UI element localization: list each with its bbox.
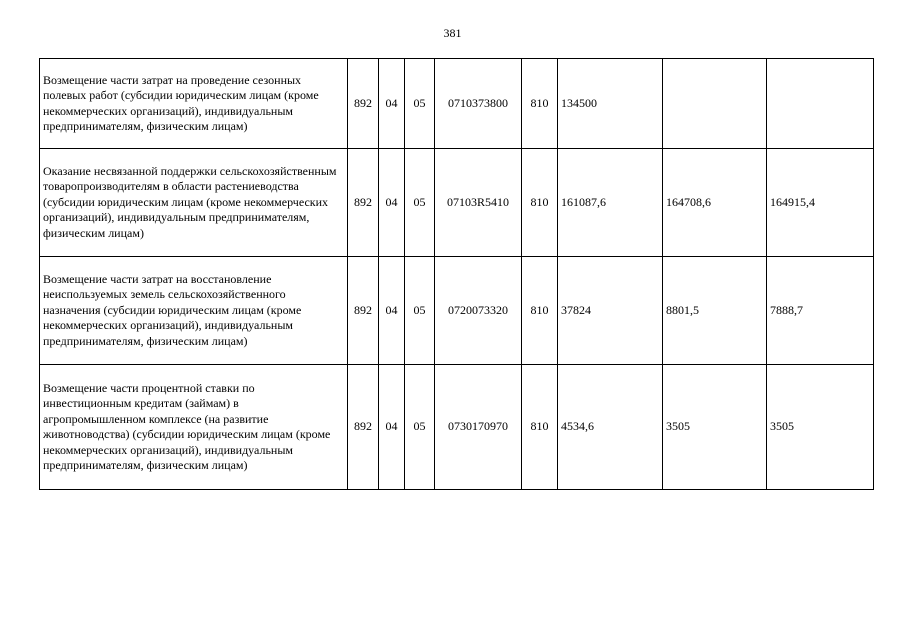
amount-year-3: 7888,7 (767, 257, 874, 365)
row-description: Оказание несвязанной поддержки сельскохозяйственным товаропроизводителям в области растениеводства (субсидии юридическим лицам (кроме некоммерческих организаций), индивидуальным предпринимателям, физическим лицам) (40, 149, 348, 257)
amount-year-1: 161087,6 (558, 149, 663, 257)
amount-year-1: 134500 (558, 59, 663, 149)
subsection-code: 05 (405, 149, 435, 257)
expense-type-code: 810 (522, 257, 558, 365)
ministry-code: 892 (348, 257, 379, 365)
target-article-code: 0720073320 (435, 257, 522, 365)
table-row (40, 257, 874, 365)
ministry-code: 892 (348, 365, 379, 490)
section-code: 04 (379, 149, 405, 257)
row-description: Возмещение части процентной ставки по инвестиционным кредитам (займам) в агропромышленном комплексе (на развитие животноводства) (субсидии юридическим лицам (кроме некоммерческих организаций), индивидуальным предпринимателям, физическим лицам) (40, 365, 348, 490)
table-row (40, 59, 874, 149)
amount-year-3 (767, 59, 874, 149)
expense-type-code: 810 (522, 59, 558, 149)
ministry-code: 892 (348, 149, 379, 257)
expense-type-code: 810 (522, 365, 558, 490)
section-code: 04 (379, 257, 405, 365)
ministry-code: 892 (348, 59, 379, 149)
page-number: 381 (443, 26, 462, 40)
amount-year-2: 164708,6 (663, 149, 767, 257)
target-article-code: 0710373800 (435, 59, 522, 149)
amount-year-2 (663, 59, 767, 149)
amount-year-2: 3505 (663, 365, 767, 490)
subsection-code: 05 (405, 59, 435, 149)
section-code: 04 (379, 365, 405, 490)
row-description: Возмещение части затрат на проведение сезонных полевых работ (субсидии юридическим лицам (кроме некоммерческих организаций), индивидуальным предпринимателям, физическим лицам) (40, 59, 348, 149)
amount-year-2: 8801,5 (663, 257, 767, 365)
expense-type-code: 810 (522, 149, 558, 257)
amount-year-1: 4534,6 (558, 365, 663, 490)
amount-year-3: 3505 (767, 365, 874, 490)
subsection-code: 05 (405, 365, 435, 490)
table-row (40, 149, 874, 257)
budget-table (39, 58, 874, 490)
table-row (40, 365, 874, 490)
section-code: 04 (379, 59, 405, 149)
target-article-code: 07103R5410 (435, 149, 522, 257)
row-description: Возмещение части затрат на восстановление неиспользуемых земель сельскохозяйственного назначения (субсидии юридическим лицам (кроме некоммерческих организаций), индивидуальным предпринимателям, физическим лицам) (40, 257, 348, 365)
subsection-code: 05 (405, 257, 435, 365)
target-article-code: 0730170970 (435, 365, 522, 490)
amount-year-3: 164915,4 (767, 149, 874, 257)
amount-year-1: 37824 (558, 257, 663, 365)
